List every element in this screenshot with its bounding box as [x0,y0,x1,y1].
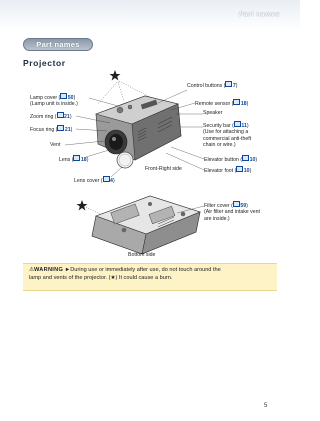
reference-icon [225,81,232,87]
label-elevator-button: Elevator button ( 10) [204,157,258,163]
heat-ray [98,82,117,104]
label-focus-ring: Focus ring ( 21) [30,127,73,133]
reference-icon [103,176,110,182]
reference-icon [236,166,243,172]
page-number: 5 [264,403,268,409]
section-title: Part names [36,40,80,49]
reference-icon [242,155,249,161]
star-marker-bottom [77,200,88,211]
label-security-bar: Security bar ( 11) (Use for attaching a commercial anti-theft chain or wire.) [203,123,252,148]
reference-icon [233,99,240,105]
header-section-label: Part names [238,11,280,18]
label-speaker: Speaker [203,110,223,116]
label-zoom-ring: Zoom ring ( 21) [30,114,72,120]
label-vent: Vent [50,142,61,148]
warning-line-1: ►During use or immediately after use, do not touch around the [64,267,221,273]
warning-box [23,263,277,291]
subsection-title: Projector [23,58,66,68]
reference-icon [57,112,64,118]
warning-line-2: lamp and vents of the projector. (★) It could cause a burn. [29,274,173,281]
label-lens: Lens ( 18) [59,157,89,163]
reference-icon [233,201,240,207]
reference-icon [60,93,67,99]
label-elevator-foot: Elevator foot ( 10) [204,168,252,174]
star-marker-top [110,70,121,81]
projector-bottom [92,196,200,254]
label-lamp-cover: Lamp cover ( 50) (Lamp unit is inside.) [30,95,78,108]
heat-ray [119,81,150,97]
warning-title: WARNING [34,267,64,273]
reference-icon [234,121,241,127]
label-control-buttons: Control buttons ( 7) [187,83,238,89]
label-filter-cover: Filter cover ( 59) (Air filter and intake vent are inside.) [204,203,260,222]
label-remote-sensor: Remote sensor ( 18) [195,101,249,107]
projector-front-right [96,96,181,160]
heat-ray [118,82,124,101]
lens-cover-shape [117,152,133,168]
reference-icon [73,155,80,161]
warning-icon: ⚠ [29,267,35,273]
reference-icon [57,125,64,131]
caption-front-right-side: Front-Right side [145,166,182,172]
label-lens-cover: Lens cover ( 4) [74,178,115,184]
caption-bottom-side: Bottom side [128,252,156,258]
